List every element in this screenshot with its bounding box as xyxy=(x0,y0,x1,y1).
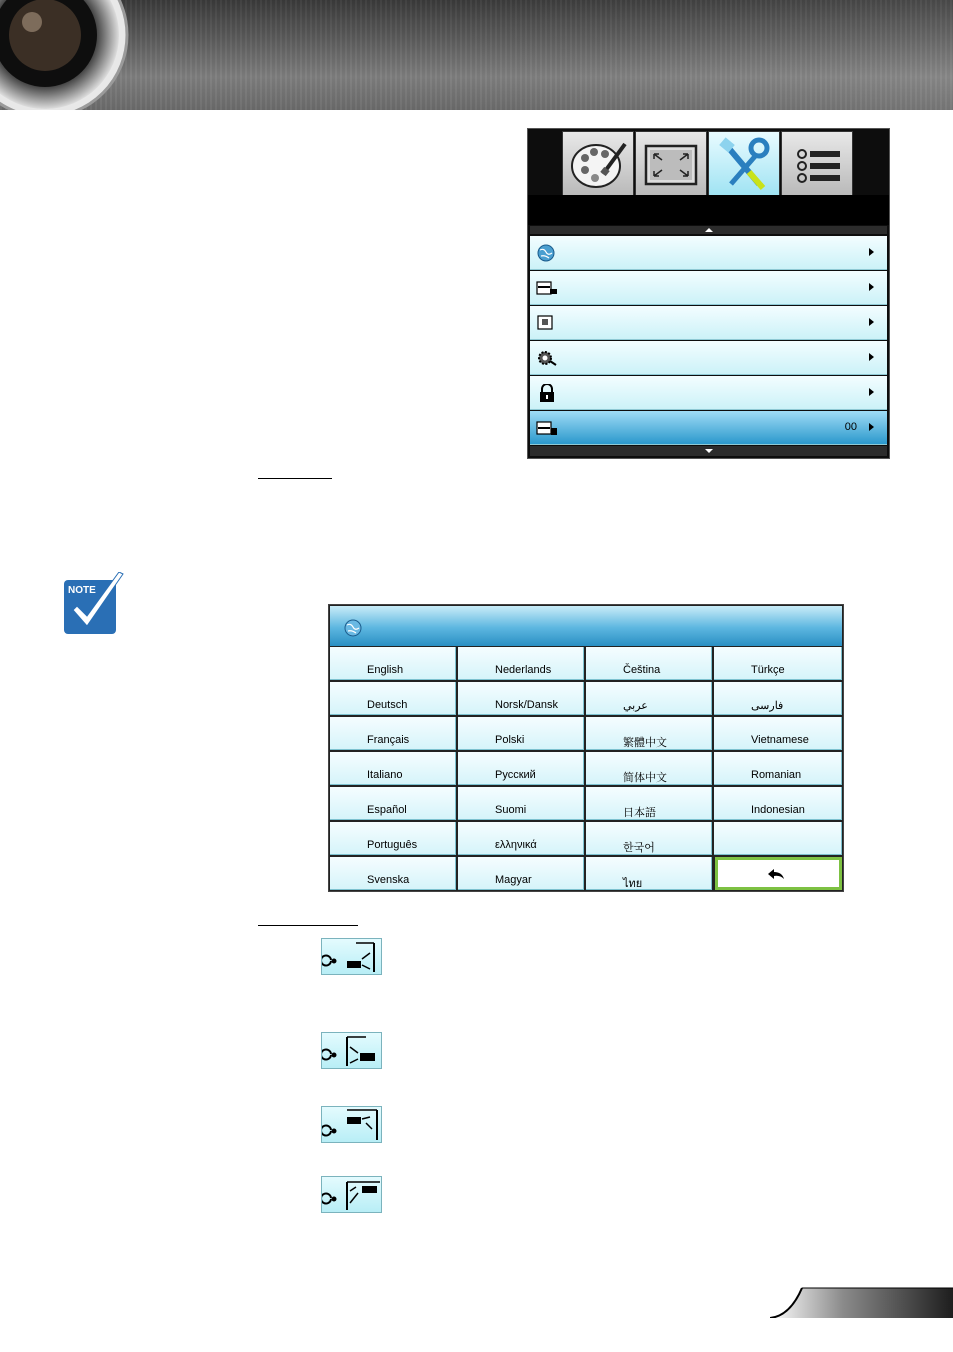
screen-type-icon xyxy=(536,314,558,332)
language-option[interactable]: Magyar xyxy=(458,857,584,890)
language-option[interactable]: 简体中文 xyxy=(586,752,712,785)
return-button[interactable] xyxy=(715,857,842,890)
language-option[interactable]: Čeština xyxy=(586,647,712,680)
language-option[interactable]: فارسی xyxy=(714,682,842,715)
language-panel-header xyxy=(330,606,842,646)
osd-row-lamp-settings[interactable] xyxy=(530,341,887,375)
language-option[interactable]: 한국어 xyxy=(586,822,712,855)
language-option[interactable]: Nederlands xyxy=(458,647,584,680)
projector-id-icon xyxy=(536,419,558,437)
palette-icon xyxy=(563,132,633,196)
language-option[interactable]: Português xyxy=(330,822,456,855)
language-panel xyxy=(328,604,844,892)
scroll-up-icon[interactable] xyxy=(530,226,887,234)
chevron-right-icon xyxy=(869,318,874,326)
front-ceiling-icon xyxy=(322,1107,383,1144)
chevron-right-icon xyxy=(869,423,874,431)
language-option[interactable]: Suomi xyxy=(458,787,584,820)
language-option[interactable]: Svenska xyxy=(330,857,456,890)
language-option[interactable]: Italiano xyxy=(330,752,456,785)
front-desktop-icon xyxy=(322,939,383,976)
language-option[interactable]: 日本語 xyxy=(586,787,712,820)
language-option[interactable]: ελληνικά xyxy=(458,822,584,855)
globe-language-icon xyxy=(344,619,362,637)
menu-location-icon xyxy=(536,279,558,297)
projection-front-desktop xyxy=(321,938,382,975)
chevron-right-icon xyxy=(869,248,874,256)
tab-image[interactable] xyxy=(562,131,634,197)
svg-text:NOTE: NOTE xyxy=(68,585,96,596)
osd-row-menu-location[interactable] xyxy=(530,271,887,305)
projection-rear-ceiling xyxy=(321,1176,382,1213)
language-option[interactable]: عربي xyxy=(586,682,712,715)
globe-language-icon xyxy=(536,244,558,262)
language-option[interactable]: Türkçe xyxy=(714,647,842,680)
language-option[interactable]: Vietnamese xyxy=(714,717,842,750)
language-option-empty xyxy=(714,822,842,855)
language-option[interactable]: Norsk/Dansk xyxy=(458,682,584,715)
camera-lens-icon xyxy=(0,0,130,110)
section-heading-rule xyxy=(258,478,332,479)
language-option[interactable]: Français xyxy=(330,717,456,750)
projection-rear-desktop xyxy=(321,1032,382,1069)
projector-id-value: 00 xyxy=(844,421,857,433)
chevron-right-icon xyxy=(869,283,874,291)
language-option[interactable]: Romanian xyxy=(714,752,842,785)
language-option[interactable]: Polski xyxy=(458,717,584,750)
osd-row-screen-type[interactable] xyxy=(530,306,887,340)
note-checkmark-icon xyxy=(63,572,127,636)
osd-title-bar xyxy=(528,195,889,225)
language-option[interactable]: English xyxy=(330,647,456,680)
padlock-icon xyxy=(536,384,558,402)
language-option[interactable]: 繁體中文 xyxy=(586,717,712,750)
osd-row-language[interactable] xyxy=(530,236,887,270)
language-option[interactable]: ไทย xyxy=(586,857,712,890)
tab-display[interactable] xyxy=(635,131,707,197)
osd-row-security[interactable] xyxy=(530,376,887,410)
osd-menu xyxy=(527,128,890,459)
section-heading-rule xyxy=(258,925,358,926)
rear-desktop-icon xyxy=(322,1033,383,1070)
return-arrow-icon xyxy=(766,868,786,882)
chevron-right-icon xyxy=(869,353,874,361)
language-option[interactable]: Русский xyxy=(458,752,584,785)
chevron-right-icon xyxy=(869,388,874,396)
tab-setup[interactable] xyxy=(708,131,780,197)
projection-front-ceiling xyxy=(321,1106,382,1143)
osd-row-projector-id[interactable] xyxy=(530,411,887,445)
lamp-settings-icon xyxy=(536,349,558,367)
screen-resize-icon xyxy=(636,132,706,196)
language-option[interactable]: Indonesian xyxy=(714,787,842,820)
language-option[interactable]: Deutsch xyxy=(330,682,456,715)
language-option[interactable]: Español xyxy=(330,787,456,820)
tools-icon xyxy=(709,132,779,196)
page-number-tab xyxy=(770,1283,953,1318)
scroll-down-icon[interactable] xyxy=(530,446,887,456)
header-banner xyxy=(0,0,953,110)
rear-ceiling-icon xyxy=(322,1177,383,1214)
tab-options[interactable] xyxy=(781,131,853,197)
options-list-icon xyxy=(782,132,852,196)
